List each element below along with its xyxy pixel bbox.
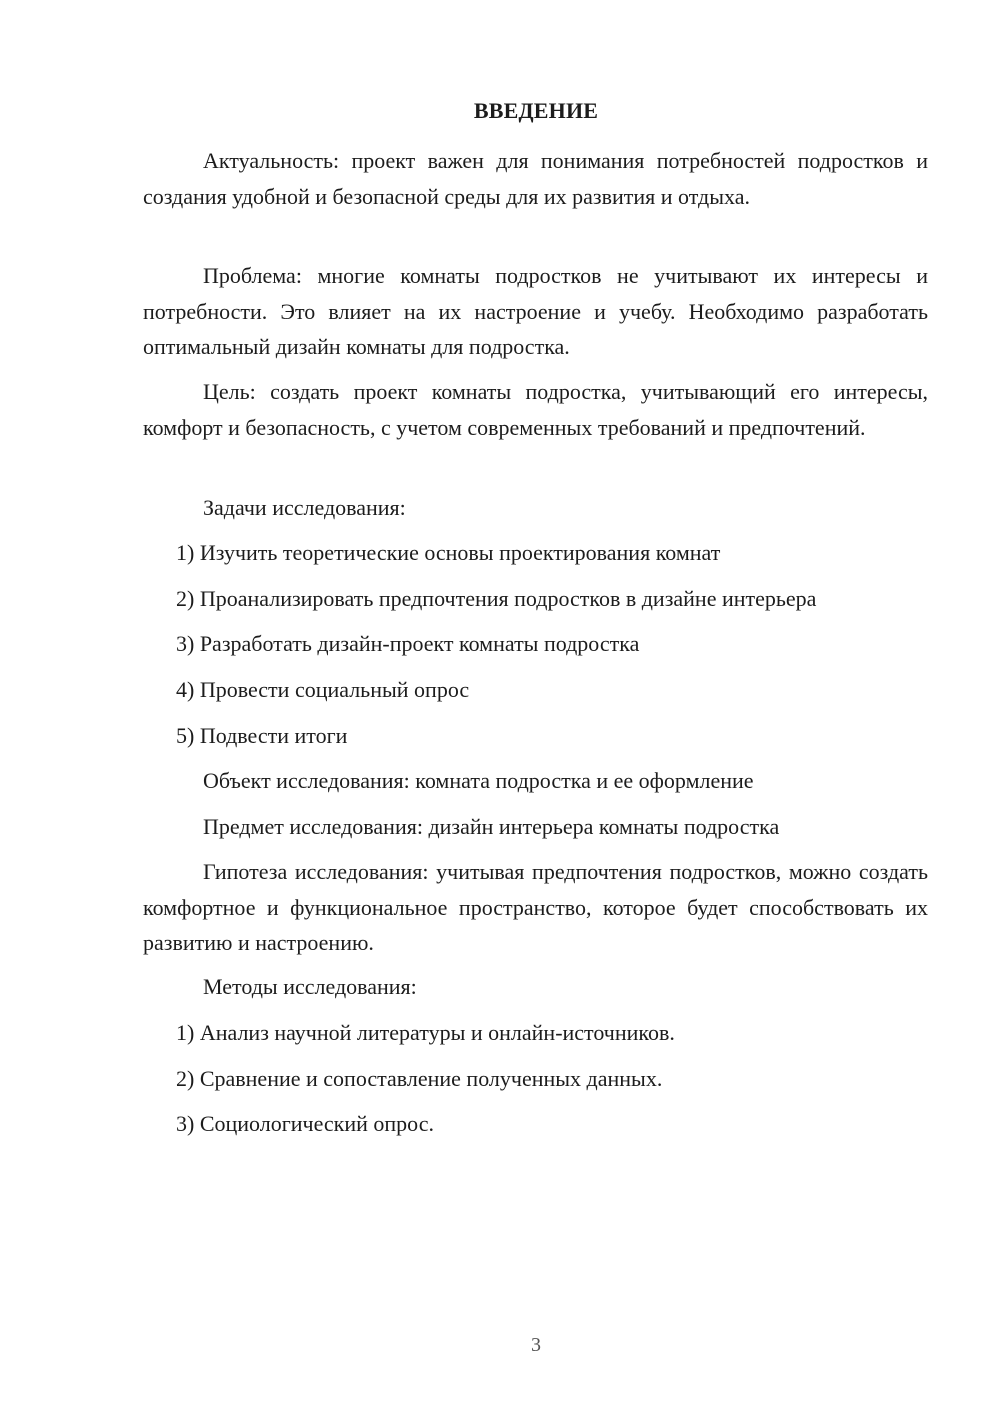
problem-paragraph: Проблема: многие комнаты подростков не учитывают их интересы и потребности. Это влияет на их настроение и учебу. Необходимо разработать оптимальный дизайн комнаты для подростка. (143, 263, 928, 359)
tasks-heading: Задачи исследования: (203, 495, 406, 520)
task-item-2: 2) Проанализировать предпочтения подростков в дизайне интерьера (176, 586, 817, 611)
methods-heading: Методы исследования: (203, 974, 417, 999)
method-item-2: 2) Сравнение и сопоставление полученных данных. (176, 1066, 663, 1091)
method-item-3: 3) Социологический опрос. (176, 1111, 434, 1136)
task-item-3: 3) Разработать дизайн-проект комнаты подростка (176, 631, 640, 656)
object-line: Объект исследования: комната подростка и ее оформление (203, 768, 754, 793)
task-item-1: 1) Изучить теоретические основы проектирования комнат (176, 540, 721, 565)
method-item-1: 1) Анализ научной литературы и онлайн-источников. (176, 1020, 675, 1045)
subject-line: Предмет исследования: дизайн интерьера комнаты подростка (203, 814, 780, 839)
task-item-4: 4) Провести социальный опрос (176, 677, 470, 702)
hypothesis-paragraph: Гипотеза исследования: учитывая предпочтения подростков, можно создать комфортное и функциональное пространство, которое будет способствовать их развитию и настроению. (143, 859, 928, 955)
page-title: ВВЕДЕНИЕ (473, 98, 599, 123)
task-item-5: 5) Подвести итоги (176, 723, 348, 748)
relevance-paragraph: Актуальность: проект важен для понимания потребностей подростков и создания удобной и безопасной среды для их развития и отдыха. (143, 148, 928, 209)
page-number: 3 (531, 1334, 541, 1356)
goal-paragraph: Цель: создать проект комнаты подростка, учитывающий его интересы, комфорт и безопасность, с учетом современных требований и предпочтений. (143, 379, 928, 440)
